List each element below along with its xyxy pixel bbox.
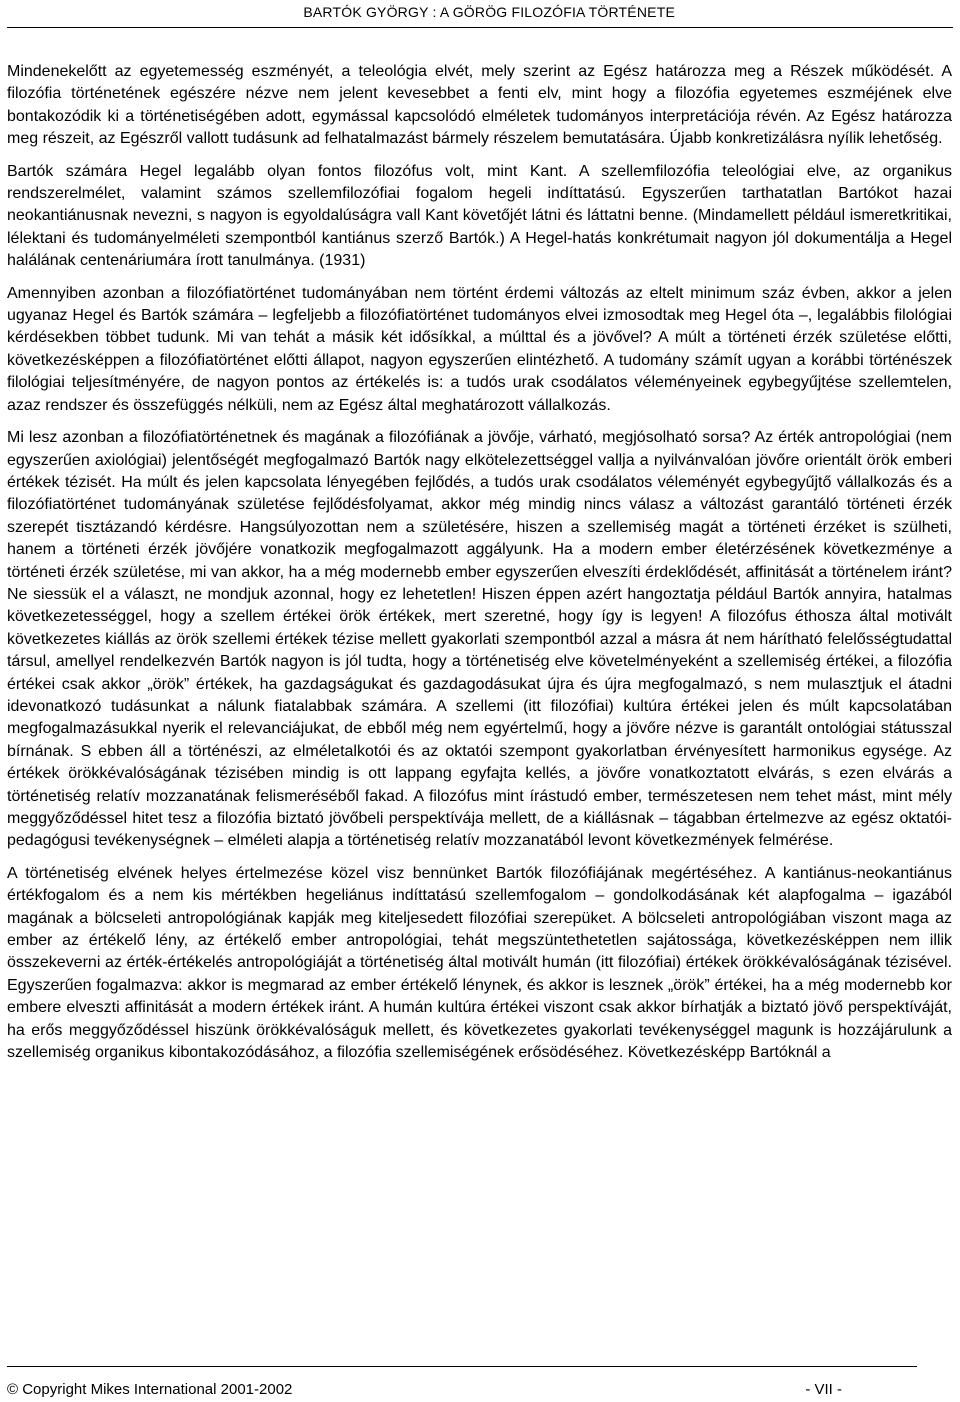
paragraph: A történetiség elvének helyes értelmezése közel visz bennünket Bartók filozófiájának megértéséhez. A kantiánus-neokantiánus értékfogalom és a nem kis mértékben hegeliánus indíttatású szellemfogalom – gondolkodásának két alapfogalma – igazából magának a bölcseleti antropológiának kapják meg kiteljesedett filozófiai szerepüket. A bölcseleti antropológiában viszont maga az ember az értékelő lény, az értékelő ember antropológiai, tehát megszüntethetetlen sajátossága, következésképpen nem illik összekeverni az érték-értékelés antropológiáját a történetiség által motivált humán (itt filozófiai) értékek örökkévalóságának tézisével. Egyszerűen fogalmazva: akkor is megmarad az ember értékelő lénynek, és akkor is lesznek „örök” értékei, ha a még modernebb kor embere elveszti affinitását a modern értékek iránt. A humán kultúra értékei viszont csak akkor bírhatják a biztató jövő perspektíváját, ha erős meggyőződéssel hiszünk örökkévalóságuk mellett, és következetes gyakorlati tevékenységgel magunk is hozzájárulunk a szellemiség organikus kibontakozódásához, a filozófia szellemiségének erősödéséhez. Következésképp Bartóknál a xyxy=(7,864,952,1062)
copyright-notice: © Copyright Mikes International 2001-2002 xyxy=(7,1381,293,1398)
page-body xyxy=(7,61,952,1074)
paragraph: Bartók számára Hegel legalább olyan fontos filozófus volt, mint Kant. A szellemfilozófia teleológiai elve, az organikus rendszerelmélet, valamint számos szellemfilozófiai fogalom hegeli indíttatású. Egyszerűen tarthatatlan Bartókot hazai neokantiánusnak nevezni, s nagyon is egyoldalúságra vall Kant követőjét látni és láttatni benne. (Mindamellett például ismeretkritikai, lélektani és tudományelméleti szempontból kantiánus szerző Bartók.) A Hegel-hatás konkrétumait nagyon jól dokumentálja a Hegel halálának centenáriumára írott tanulmánya. (1931) xyxy=(7,162,952,270)
footer-divider xyxy=(7,1366,917,1367)
paragraph: Mi lesz azonban a filozófiatörténetnek és magának a filozófiának a jövője, várható, megjósolható sorsa? Az érték antropológiai (nem egyszerűen axiológiai) jelentőségét megfogalmazó Bartók nagy elkötelezettséggel vallja a nyilvánvalóan jövőre orientált örök emberi értékek tézisét. Ha múlt és jelen kapcsolata lényegében fejlődés, a tudós urak csodálatos véleményét egybegyűjtő vállalkozás és a filozófiatörténet tudományának születése fejlődésfolyamat, akkor még mindig nincs válasz a változást garantáló történeti érzék szerepét tisztázandó kérdésre. Hangsúlyozottan nem a születésére, hiszen a szellemiség magát a történeti érzéket is szülheti, hanem a történeti érzék jövőjére vonatkozik megfogalmazott aggályunk. Ha a modern ember életérzésének következménye a történeti érzék születése, mi van akkor, ha a még modernebb ember egyszerűen elveszíti érdeklődését, affinitását a történelem iránt? Ne siessük el a választ, ne mondjuk azonnal, hogy ez lehetetlen! Hiszen éppen azért hangoztatja például Bartók annyira, hatalmas következetességgel, hogy a szellem értékei örök értékek, mert szeretné, hogy így is legyen! A filozófus éthosza által motivált következetes kiállás az örök szellemi értékek tézise mellett gyakorlati szempontból azzal a másra át nem hárítható felelősségtudattal társul, amellyel rendelkezvén Bartók nagyon is jól tudta, hogy a történetiség elve követelményeként a szellemiség értékei, a filozófia értékei csak akkor „örök” értékek, ha gazdagságukat és gazdagodásukat újra és újra megfogalmazó, s nem mulasztjuk el átadni idevonatkozó tudásunkat a nálunk fiatalabbak számára. A szellemi (itt filozófiai) kultúra értékei jelen és múlt kapcsolatában megfogalmazásukkal nyerik el relevanciájukat, de ebből még nem egyértelmű, hogy a jövőre nézve is garantált ontológiai státusszal bírnának. S ebben áll a történészi, az elméletalkotói és az oktatói szempont gyakorlatban érvényesített harmonikus egysége. Az értékek örökkévalóságának tézisében mindig is ott lappang egyfajta kellés, a jövőre vonatkoztatott elvárás, s ezen elvárás a történetiség relatív mozzanatának felismeréséből fakad. A filozófus mint írástudó ember, természetesen nem tehet mást, mint mély meggyőződéssel hitet tesz a filozófia biztató jövőbeli perspektívája mellett, de a kiállásnak – tágabban értelmezve az egész oktatói-pedagógusi tevékenységnek – elméleti alapja a történetiség relatív mozzanatából levont következmények felmérése. xyxy=(7,429,952,850)
page-header xyxy=(0,0,960,30)
header-divider xyxy=(7,27,953,28)
running-title: BARTÓK GYÖRGY : A GÖRÖG FILOZÓFIA TÖRTÉNETE xyxy=(303,4,675,20)
paragraph: Amennyiben azonban a filozófiatörténet tudományában nem történt érdemi változás az eltelt minimum száz évben, akkor a jelen ugyanaz Hegel és Bartók számára – legfeljebb a filozófiatörténet tudományos elvei izmosodtak meg Hegel óta –, legalábbis filológiai kérdésekben többet tudunk. Mi van tehát a másik két idősíkkal, a múlttal és a jövővel? A múlt a történeti érzék születése előtti, következésképpen a filozófiatörténet előtti állapot, nagyon egyszerűen elintézhető. A tudomány számít ugyan a korábbi történészek filológiai teljesítményére, de nagyon pontos az értékelés is: a tudós urak csodálatos véleményeinek egybegyűjtése szellemtelen, azaz rendszer és összefüggés nélküli, nem az Egész által meghatározott vállalkozás. xyxy=(7,284,952,414)
page-number: - VII - xyxy=(805,1381,842,1398)
paragraph: Mindenekelőtt az egyetemesség eszményét, a teleológia elvét, mely szerint az Egész határozza meg a Részek működését. A filozófia történetének egészére nézve nem jelent kevesebbet a fenti elv, mint hogy a filozófia egyetemes eszméjének elve bontakozódik ki a történetiségében adott, egymással kapcsolódó elméletek tudományos interpretációja révén. Az Egész határozza meg részeit, az Egészről vallott tudásunk ad felhatalmazást bármely részelem bemutatására. Újabb konkretizálásra nyílik lehetőség. xyxy=(7,63,952,148)
